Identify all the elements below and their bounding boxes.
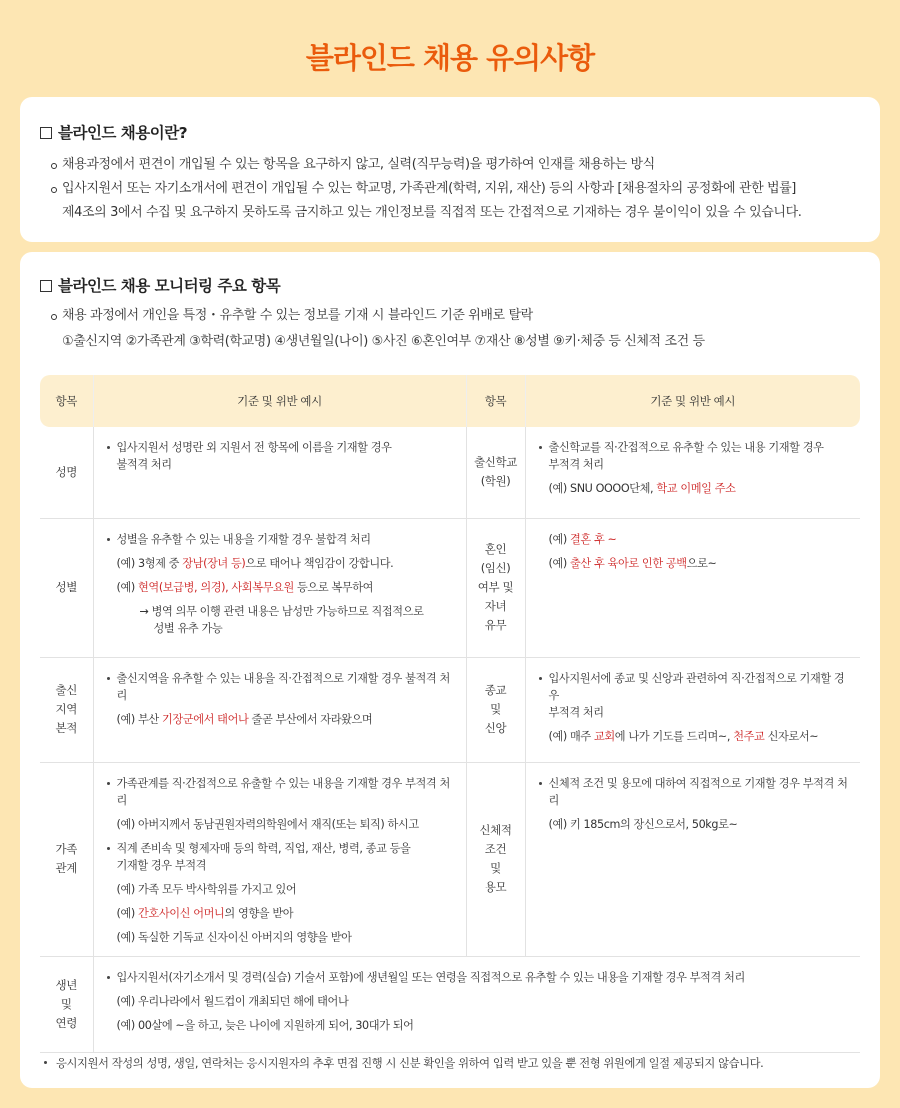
header-item: 항목 [40,375,93,427]
row-label-marriage: 혼인 (임신) 여부 및 자녀 유무 [466,518,525,657]
table-header-row [40,375,860,427]
footnote: 응시지원서 작성의 성명, 생일, 연락처는 응시지원자의 추후 면접 진행 시 신분 확인을 위하여 입력 받고 있을 뿐 전형 위원에게 일절 제공되지 않습니다. [40,1055,860,1071]
definition-point: 입사지원서 또는 자기소개서에 편견이 개입될 수 있는 학교명, 가족관계(학력, 지위, 재산) 등의 사항과 [채용절차의 공정화에 관한 법률] [40,177,860,201]
blind-hiring-definition-card [20,97,880,242]
row-content-religion: 입사지원서에 종교 및 신앙과 관련하여 직·간접적으로 기재할 경우 부적격 처리 (예) 매주 교회에 나가 기도를 드리며~, 천주교 신자로서~ [525,657,860,762]
header-criteria: 기준 및 위반 예시 [93,375,466,427]
checkbox-square-icon [40,280,52,292]
row-content-name: 입사지원서 성명란 외 지원서 전 항목에 이름을 기재할 경우 불적격 처리 [93,427,466,518]
monitoring-table [40,375,860,1053]
row-label-body: 신체적 조건 및 용모 [466,762,525,956]
page-title: 블라인드 채용 유의사항 [305,41,595,75]
header-criteria: 기준 및 위반 예시 [525,375,860,427]
section-heading: 블라인드 채용이란? [40,121,860,143]
row-label-name: 성명 [40,427,93,518]
checkbox-square-icon [40,127,52,139]
row-content-school: 출신학교를 직·간접적으로 유추할 수 있는 내용 기재할 경우 부적격 처리 (예) SNU OOOO단체, 학교 이메일 주소 [525,427,860,518]
row-content-marriage: (예) 결혼 후 ~ (예) 출산 후 육아로 인한 공백으로~ [525,518,860,657]
header-item: 항목 [466,375,525,427]
row-content-gender: 성별을 유추할 수 있는 내용을 기재할 경우 불합격 처리 (예) 3형제 중 장남(장녀 등)으로 태어나 책임감이 강합니다. (예) 현역(보급병, 의경), 사회복무요원 등으로 복무하여 → 병역 의무 이행 관련 내용은 남성만 가능하므로 직접적으로 성별 유추 가능 [93,518,466,657]
table-row [40,518,860,657]
table-row [40,427,860,518]
section-heading: 블라인드 채용 모니터링 주요 항목 [40,274,860,296]
row-content-birth: 입사지원서(자기소개서 및 경력(실습) 기술서 포함)에 생년월일 또는 연령을 직접적으로 유추할 수 있는 내용을 기재할 경우 부적격 처리 (예) 우리나라에서 월드컵이 개최되던 해에 태어나 (예) 00살에 ~을 하고, 늦은 나이에 지원하게 되어, 30대가 되어 [93,956,860,1052]
row-label-birth: 생년 및 연령 [40,956,93,1052]
row-content-region: 출신지역을 유추할 수 있는 내용을 직·간접적으로 기재할 경우 불적격 처리 (예) 부산 기장군에서 태어나 줄곧 부산에서 자라왔으며 [93,657,466,762]
monitoring-point: 채용 과정에서 개인을 특정・유추할 수 있는 정보를 기재 시 블라인드 기준 위배로 탈락 [40,304,860,328]
row-label-region: 출신 지역 본적 [40,657,93,762]
definition-point-continuation: 제4조의 3에서 수집 및 요구하지 못하도록 금지하고 있는 개인정보를 직접적 또는 간접적으로 기재하는 경우 불이익이 있을 수 있습니다. [62,205,802,220]
row-label-religion: 종교 및 신앙 [466,657,525,762]
row-content-family: 가족관계를 직·간접적으로 유출할 수 있는 내용을 기재할 경우 부적격 처리 (예) 아버지께서 동남권원자력의학원에서 재직(또는 퇴직) 하시고 직계 존비속 및 형제자매 등의 학력, 직업, 재산, 병력, 종교 등을 기재할 경우 부적격 (예) 가족 모두 박사학위를 가지고 있어 (예) 간호사이신 어머니의 영향을 받아 (예) 독실한 기독교 신자이신 아버지의 영향을 받아 [93,762,466,956]
monitoring-items: ①출신지역 ②가족관계 ③학력(학교명) ④생년월일(나이) ⑤사진 ⑥혼인여부 ⑦재산 ⑧성별 ⑨키·체중 등 신체적 조건 등 [62,334,705,349]
definition-point: 채용과정에서 편견이 개입될 수 있는 항목을 요구하지 않고, 실력(직무능력)을 평가하여 인재를 채용하는 방식 [40,153,860,177]
table-row [40,762,860,956]
row-label-family: 가족 관계 [40,762,93,956]
row-label-school: 출신학교 (학원) [466,427,525,518]
row-content-body: 신체적 조건 및 용모에 대하여 직접적으로 기재할 경우 부적격 처리 (예) 키 185cm의 장신으로서, 50kg로~ [525,762,860,956]
table-row [40,956,860,1052]
table-row [40,657,860,762]
monitoring-card [20,252,880,1088]
row-label-gender: 성별 [40,518,93,657]
